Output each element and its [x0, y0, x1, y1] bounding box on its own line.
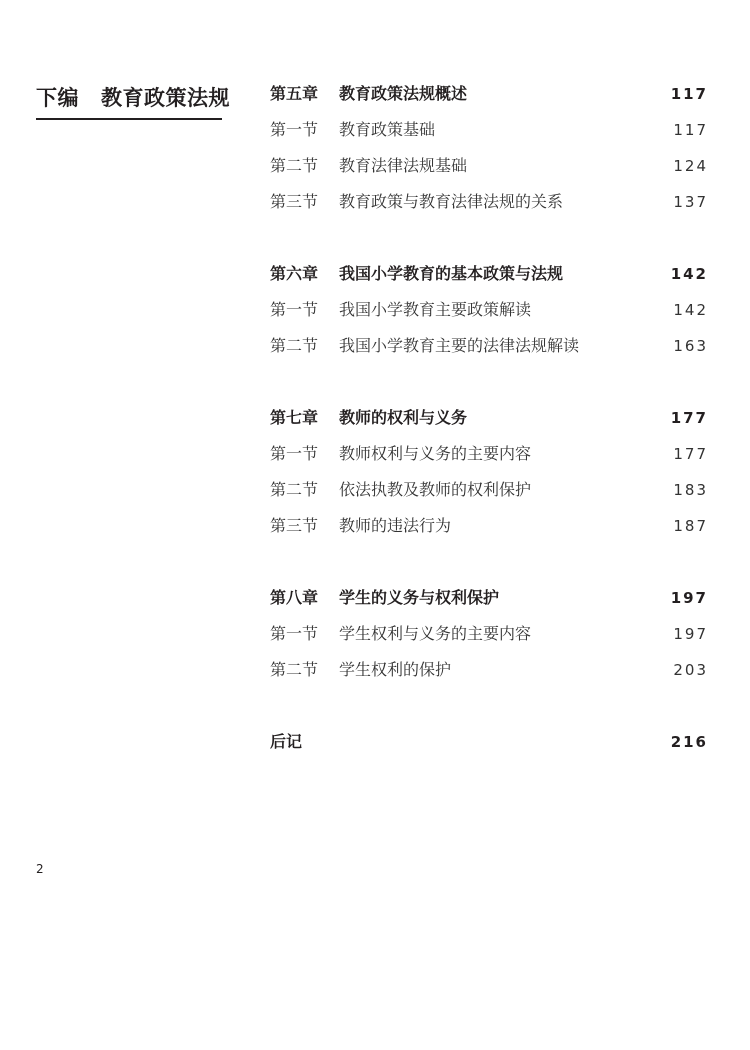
- entry-label: 第一节: [270, 444, 319, 463]
- entry-page-number: 137: [673, 193, 708, 211]
- entry-label: 第二节: [270, 480, 319, 499]
- entry-label: 第二节: [270, 336, 319, 355]
- toc-section-entry[interactable]: [270, 436, 708, 472]
- entry-title: 我国小学教育的基本政策与法规: [339, 264, 564, 283]
- entry-label: 第二节: [270, 660, 319, 679]
- entry-label: 第一节: [270, 624, 319, 643]
- entry-page-number: 187: [673, 517, 708, 535]
- toc-section-entry[interactable]: [270, 148, 708, 184]
- entry-label: 第三节: [270, 192, 319, 211]
- toc-section-entry[interactable]: [270, 472, 708, 508]
- entry-page-number: 142: [673, 301, 708, 319]
- entry-page-number: 177: [673, 445, 708, 463]
- entry-page-number: 197: [673, 625, 708, 643]
- entry-label: 第五章: [270, 84, 319, 103]
- entry-title: 学生的义务与权利保护: [339, 588, 500, 607]
- entry-title: 教育政策基础: [339, 120, 436, 139]
- toc-chapter-entry[interactable]: [270, 76, 708, 112]
- entry-page-number: 142: [670, 265, 708, 283]
- part-title: 教育政策法规: [101, 85, 230, 110]
- toc-section-entry[interactable]: [270, 616, 708, 652]
- entry-label: 第二节: [270, 156, 319, 175]
- toc-chapter-group: [270, 256, 708, 364]
- entry-page-number: 117: [673, 121, 708, 139]
- entry-page-number: 163: [673, 337, 708, 355]
- entry-title: 教育政策与教育法律法规的关系: [339, 192, 564, 211]
- entry-title: 依法执教及教师的权利保护: [339, 480, 532, 499]
- entry-title: 学生权利与义务的主要内容: [339, 624, 532, 643]
- toc-chapter-group: [270, 76, 708, 220]
- entry-label: 第七章: [270, 408, 319, 427]
- entry-label: 第八章: [270, 588, 319, 607]
- toc-section-entry[interactable]: [270, 328, 708, 364]
- table-of-contents: [270, 76, 708, 760]
- entry-label: 第一节: [270, 300, 319, 319]
- entry-page-number: 124: [673, 157, 708, 175]
- entry-page-number: 203: [673, 661, 708, 679]
- entry-title: 教育政策法规概述: [339, 84, 468, 103]
- entry-title: 我国小学教育主要政策解读: [339, 300, 532, 319]
- entry-title: 教师的权利与义务: [339, 408, 468, 427]
- entry-title: 学生权利的保护: [339, 660, 452, 679]
- toc-chapter-entry[interactable]: [270, 256, 708, 292]
- entry-title: 教师权利与义务的主要内容: [339, 444, 532, 463]
- entry-page-number: 216: [670, 733, 708, 751]
- entry-title: 教育法律法规基础: [339, 156, 468, 175]
- entry-page-number: 117: [670, 85, 708, 103]
- entry-label: 第三节: [270, 516, 319, 535]
- toc-section-entry[interactable]: [270, 184, 708, 220]
- page-number: 2: [36, 862, 44, 876]
- entry-title: 我国小学教育主要的法律法规解读: [339, 336, 580, 355]
- toc-chapter-group: [270, 580, 708, 688]
- toc-section-entry[interactable]: [270, 112, 708, 148]
- toc-section-entry[interactable]: [270, 652, 708, 688]
- part-label: 下编: [36, 85, 79, 110]
- entry-label: 第六章: [270, 264, 319, 283]
- entry-title: 教师的违法行为: [339, 516, 452, 535]
- entry-label: 后记: [270, 732, 303, 751]
- entry-page-number: 177: [670, 409, 708, 427]
- toc-section-entry[interactable]: [270, 508, 708, 544]
- part-heading: [36, 82, 230, 120]
- toc-chapter-entry[interactable]: [270, 400, 708, 436]
- entry-page-number: 183: [673, 481, 708, 499]
- toc-chapter-entry[interactable]: [270, 580, 708, 616]
- toc-afterword-entry[interactable]: [270, 724, 708, 760]
- toc-section-entry[interactable]: [270, 292, 708, 328]
- entry-label: 第一节: [270, 120, 319, 139]
- entry-page-number: 197: [670, 589, 708, 607]
- toc-chapter-group: [270, 400, 708, 544]
